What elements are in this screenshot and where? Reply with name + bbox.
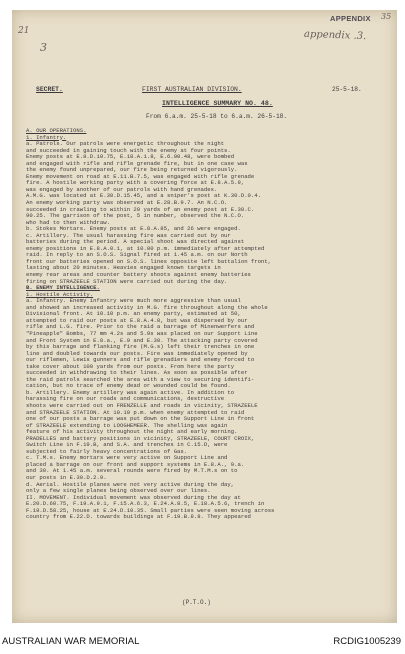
- body-line: and Front System in E.8.a., E.9 and E.30. The attacking party covered: [26, 337, 258, 344]
- body-line: Enemy posts at E.8.D.10.75, E.18.A.1.8, E.6.00.48, were bombed: [26, 154, 235, 161]
- body-line: succeeded in crawling to within 20 yards of an enemy post at E.30.C.: [26, 206, 255, 213]
- body-line: and engaged with rifle and rifle grenade fire, but in one case was: [26, 160, 248, 167]
- body-line: only a few single planes being observed over our lines.: [26, 488, 211, 495]
- body-line: "Pineapple" Bombs, 77 mm 4.2s and 5.9s was placed on our Support Line: [26, 330, 258, 337]
- stamp-number-handwritten: [381, 12, 391, 21]
- body-line: a. Infantry. Enemy infantry were much more aggressive than usual: [26, 298, 241, 305]
- summary-title: [162, 101, 273, 108]
- body-line: was engaged by another of our patrols with hand grenades.: [26, 186, 218, 193]
- body-line: An enemy working party was observed at E.28.B.9.7. An N.C.O.: [26, 200, 228, 207]
- body-line: attempted to raid our posts at E.8.A.4.8, but was dispersed by our: [26, 317, 248, 324]
- body-line: PRADELLES and battery positions in vicinity, STRAZEELE, COURT CROIX,: [26, 435, 255, 442]
- body-line: c. Artillery. The usual harassing fire was carried out by our: [26, 232, 231, 239]
- summary-date: [332, 87, 362, 94]
- period-text: From 6.a.m. 25-5-18 to 6.a.m. 26-5-18.: [146, 113, 288, 120]
- body-line: firing on STRAZEELE STATION were carried out during the day.: [26, 278, 228, 285]
- body-line: 90.25. The garrison of the post, 5 in number, observed the N.C.O.: [26, 213, 245, 220]
- body-line: 1. Infantry.: [26, 134, 67, 141]
- archive-footer: [0, 628, 405, 654]
- body-line: Switch Line in F.19.B, and S.A. and trenches in C.15.D, were: [26, 442, 228, 449]
- body-line: the raid patrols searched the area with a view to securing identifi-: [26, 376, 255, 383]
- pto-text: (P.T.O.): [182, 599, 211, 606]
- division-heading: [142, 87, 242, 94]
- secret-text: SECRET.: [36, 86, 63, 93]
- body-line: placed a barrage on our front and support systems in E.8.A., 9.a.: [26, 461, 245, 468]
- body-line: of STRAZEELE extending to LOOGHEMEER. The shelling was again: [26, 422, 228, 429]
- body-line: one of our posts a barrage was put down on the Support Line in front: [26, 416, 255, 423]
- body-line: subjected to fairly heavy concentrations of Gas.: [26, 448, 188, 455]
- body-line: front our batteries opened on S.O.S. lines opposite left battalion front,: [26, 258, 272, 265]
- stamp-number: 35: [381, 12, 392, 21]
- left-number: 21: [18, 26, 30, 36]
- body-line: line and doubled towards our posts. Fire was immediately opened by: [26, 350, 248, 357]
- handwritten-left-sub: [40, 41, 47, 54]
- body-line: E.20.D.60.75, F.19.A.9.1, F.15.A.6.3, E.24.A.8.5, E.18.A.5.6, trench in: [26, 501, 265, 508]
- body-line: the enemy found unprepared, our fire being returned vigorously.: [26, 167, 238, 174]
- body-line: Enemy movement on road at E.11.B.7.5, was engaged with rifle grenade: [26, 173, 255, 180]
- body-line: Divisional front. At 10.10 p.m. an enemy party, estimated at 50,: [26, 311, 241, 318]
- body-line: A. OUR OPERATIONS.: [26, 128, 87, 134]
- division-text: FIRST AUSTRALIAN DIVISION.: [142, 86, 242, 93]
- body-line: fire. A hostile working party with a covering force at E.8.A.5.9,: [26, 180, 245, 187]
- body-line: and STRAZEELE STATION. At 10.10 p.m. when enemy attempted to raid: [26, 409, 245, 416]
- body-line: enemy rear areas and counter battery shoots against enemy batteries: [26, 272, 251, 279]
- body-line: raid. In reply to an S.O.S. Signal fired at 1.45 a.m. on our North: [26, 252, 248, 259]
- date-text: 25-5-18.: [332, 86, 362, 93]
- body-line: by this barrage and flanking fire (M.G.s) left their trenches in one: [26, 344, 255, 351]
- summary-title-text: INTELLIGENCE SUMMARY NO. 48.: [162, 100, 273, 107]
- pto-marker: [182, 600, 211, 607]
- summary-period: [146, 114, 287, 121]
- body-line: A.M.G. was located at E.30.D.15.45, and a sniper's post at K.30.D.0.4.: [26, 193, 261, 200]
- report-body: [26, 128, 386, 521]
- body-line: feature of his activity throughout the night and early morning.: [26, 429, 238, 436]
- body-line: succeeded in withdrawing to their lines. As soon as possible after: [26, 370, 248, 377]
- appendix-stamp-label: APPENDIX: [330, 14, 371, 23]
- body-line: rifle and L.G. fire. Prior to the raid a barrage of Minenwerfers and: [26, 324, 255, 331]
- body-line: II. MOVEMENT. Individual movement was observed during the day at: [26, 494, 241, 501]
- left-sub: 3: [40, 41, 47, 54]
- body-line: and showed an increased activity in M.G. fire throughout along the whole: [26, 304, 268, 311]
- body-line: and succeeded in gaining touch with the enemy at four points.: [26, 147, 231, 154]
- footer-left: AUSTRALIAN WAR MEMORIAL: [2, 636, 140, 647]
- body-line: enemy positions in E.8.A.0.1, at 10.00 p.m. immediately after attempted: [26, 245, 265, 252]
- body-line: country from E.22.D. towards buildings at F.19.B.8.8. They appeared: [26, 514, 251, 521]
- body-line: cation, but no trace of enemy dead or wounded could be found.: [26, 383, 231, 390]
- body-line: take cover about 100 yards from our posts. From here the party: [26, 363, 235, 370]
- body-line: d. Aerial. Hostile planes were not very active during the day,: [26, 481, 235, 488]
- body-line: lasting about 20 minutes. Heavies engaged known targets in: [26, 265, 221, 272]
- body-line: F.19.D.58.25, house at E.24.D.10.35. Small parties were seen moving across: [26, 507, 275, 514]
- body-line: a. Patrols. Our patrols were energetic throughout the night: [26, 141, 225, 148]
- handwritten-left-number: [18, 26, 29, 36]
- body-line: our riflemen, Lewis gunners and rifle grenadiers and enemy forced to: [26, 357, 255, 364]
- body-line: who had to then withdraw.: [26, 219, 110, 226]
- body-line: our posts in E.30.D.2.9.: [26, 474, 107, 481]
- body-line: 1. Hostile Activity.: [26, 291, 94, 298]
- body-line: and 30. At 1.45 a.m. several rounds were fired by M.T.M.s on to: [26, 468, 238, 475]
- body-line: c. T.M.s. Enemy mortars were very active on Support Line and: [26, 455, 228, 462]
- body-line: harassing fire on our roads and communications, destructive: [26, 396, 225, 403]
- body-line: B. ENEMY INTELLIGENCE.: [26, 285, 100, 292]
- secret-marking: [36, 87, 63, 94]
- handwritten-appendix-note: [304, 29, 367, 42]
- footer-right: RCDIG1005239: [333, 636, 401, 647]
- body-line: b. Artillery. Enemy artillery was again active. In addition to: [26, 389, 235, 396]
- appendix-stamp: [330, 14, 371, 23]
- document-page: [12, 10, 397, 623]
- appendix-note: appendix .3.: [303, 28, 367, 43]
- body-line: batteries during the period. A special shoot was directed against: [26, 239, 245, 246]
- body-line: b. Stokes Mortars. Enemy posts at E.8.A.85, and 26 were engaged.: [26, 226, 241, 233]
- body-line: shoots were carried out on FRENZELLE and roads in vicinity, STRAZEELE: [26, 402, 258, 409]
